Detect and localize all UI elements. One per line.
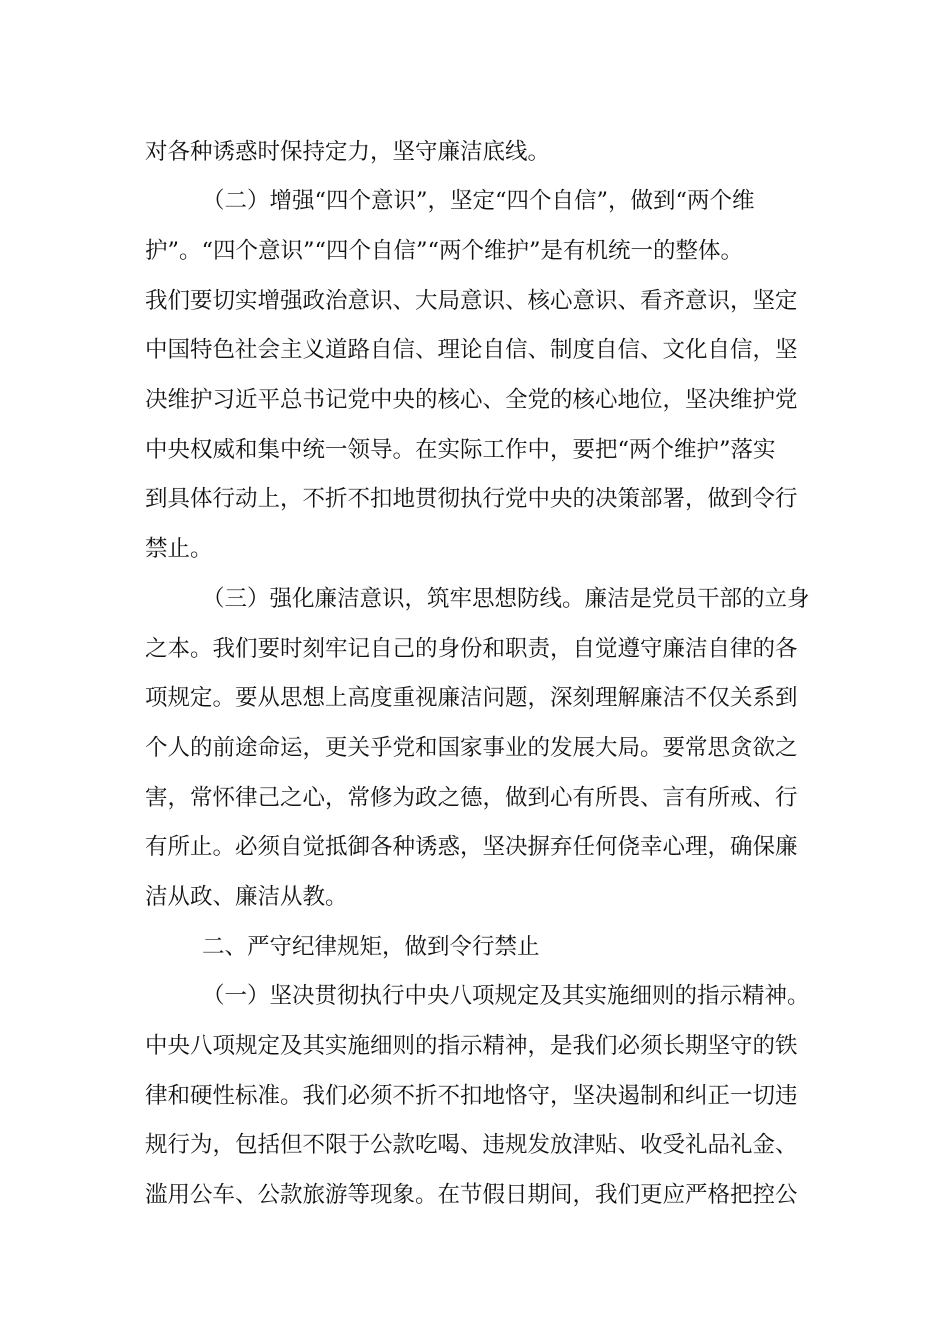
text-line: 洁从政、廉洁从教。: [145, 884, 348, 910]
paragraph-heading: （二）增强“四个意识”，坚定“四个自信”，做到“两个维: [202, 188, 755, 214]
text-line: 律和硬性标准。我们必须不折不扣地恪守，坚决遏制和纠正一切违: [145, 1083, 798, 1109]
text-line: 到具体行动上，不折不扣地贯彻执行党中央的决策部署，做到令行: [145, 486, 798, 512]
text-line: 中央权威和集中统一领导。在实际工作中，要把“两个维护”落实: [145, 437, 776, 463]
text-line: 禁止。: [145, 536, 213, 562]
text-line: 决维护习近平总书记党中央的核心、全党的核心地位，坚决维护党: [145, 387, 798, 413]
text-line: 害，常怀律己之心，常修为政之德，做到心有所畏、言有所戒、行: [145, 785, 798, 811]
text-line: 对各种诱惑时保持定力，坚守廉洁底线。: [145, 139, 551, 165]
text-line: 有所止。必须自觉抵御各种诱惑，坚决摒弃任何侥幸心理，确保廉: [145, 834, 798, 860]
text-line: 项规定。要从思想上高度重视廉洁问题，深刻理解廉洁不仅关系到: [145, 685, 798, 711]
text-line: 规行为，包括但不限于公款吃喝、违规发放津贴、收受礼品礼金、: [145, 1132, 798, 1158]
text-line: 护”。“四个意识”“四个自信”“两个维护”是有机统一的整体。: [145, 238, 744, 264]
paragraph-heading: （三）强化廉洁意识，筑牢思想防线。廉洁是党员干部的立身: [202, 586, 810, 612]
text-line: 滥用公车、公款旅游等现象。在节假日期间，我们更应严格把控公: [145, 1182, 798, 1208]
text-line: 中国特色社会主义道路自信、理论自信、制度自信、文化自信，坚: [145, 337, 798, 363]
text-line: 个人的前途命运，更关乎党和国家事业的发展大局。要常思贪欲之: [145, 735, 798, 761]
paragraph-heading: （一）坚决贯彻执行中央八项规定及其实施细则的指示精神。: [202, 983, 810, 1009]
text-line: 之本。我们要时刻牢记自己的身份和职责，自觉遵守廉洁自律的各: [145, 636, 798, 662]
section-heading: 二、严守纪律规矩，做到令行禁止: [202, 934, 540, 960]
text-line: 我们要切实增强政治意识、大局意识、核心意识、看齐意识，坚定: [145, 288, 798, 314]
text-line: 中央八项规定及其实施细则的指示精神，是我们必须长期坚守的铁: [145, 1033, 798, 1059]
